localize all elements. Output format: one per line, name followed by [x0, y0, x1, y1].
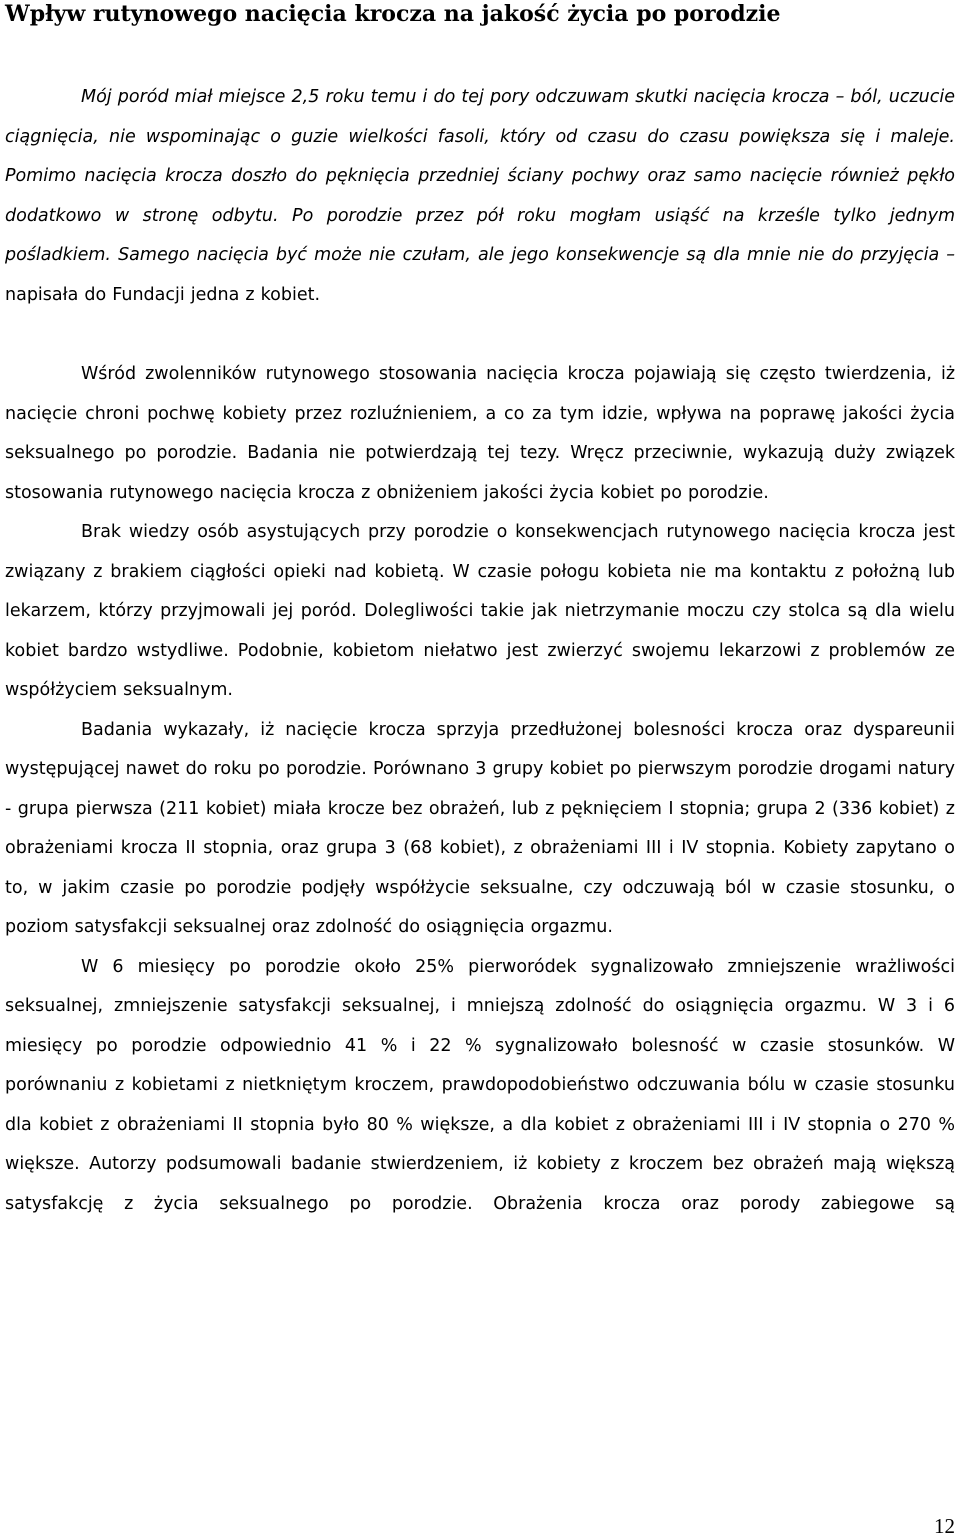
- quote-attribution: napisała do Fundacji jedna z kobiet.: [5, 284, 321, 305]
- paragraph-study-groups: Badania wykazały, iż nacięcie krocza sprzyja przedłużonej bolesności krocza oraz dyspareunii występującej nawet do roku po porodzie. Porównano 3 grupy kobiet po pierwszym porodzie drogami natury - grupa pierwsza (211 kobiet) miała krocze bez obrażeń, lub z pęknięciem I stopnia; grupa 2 (336 kobiet) z obrażeniami krocza II stopnia, oraz grupa 3 (68 kobiet), z obrażeniami III i IV stopnia. Kobiety zapytano o to, w jakim czasie po porodzie podjęły współżycie seksualne, czy odczuwają ból w czasie stosunku, o poziom satysfakcji seksualnej oraz zdolność do osiągnięcia orgazmu.: [5, 719, 955, 937]
- paragraph-continuity-of-care: Brak wiedzy osób asystujących przy porodzie o konsekwencjach rutynowego nacięcia krocza jest związany z brakiem ciągłości opieki nad kobietą. W czasie połogu kobieta nie ma kontaktu z położną lub lekarzem, którzy przyjmowali jej poród. Dolegliwości takie jak nietrzymanie moczu czy stolca są dla wielu kobiet bardzo wstydliwe. Podobnie, kobietom niełatwo jest zwierzyć swojemu lekarzowi z problemów ze współżyciem seksualnym.: [5, 522, 955, 700]
- paragraph-study-results: W 6 miesięcy po porodzie około 25% pierworódek sygnalizowało zmniejszenie wrażliwości seksualnej, zmniejszenie satysfakcji seksualnej, i mniejszą zdolność do osiągnięcia orgazmu. W 3 i 6 miesięcy po porodzie odpowiednio 41 % i 22 % sygnalizowało bolesność w czasie stosunków. W porównaniu z kobietami z nietkniętym kroczem, prawdopodobieństwo odczuwania bólu w czasie stosunku dla kobiet z obrażeniami II stopnia było 80 % większe, a dla kobiet z obrażeniami III i IV stopnia o 270 % większe. Autorzy podsumowali badanie stwierdzeniem, iż kobiety z kroczem bez obrażeń mają większą satysfakcję z życia seksualnego po porodzie. Obrażenia krocza oraz porody zabiegowe są: [5, 956, 955, 1214]
- page-number: 12: [934, 1514, 955, 1538]
- paragraph-supporters-claims: Wśród zwolenników rutynowego stosowania nacięcia krocza pojawiają się często twierdzenia, iż nacięcie chroni pochwę kobiety przez rozluźnieniem, a co za tym idzie, wpływa na poprawę jakości życia seksualnego po porodzie. Badania nie potwierdzają tej tezy. Wręcz przeciwnie, wykazują duży związek stosowania rutynowego nacięcia krocza z obniżeniem jakości życia kobiet po porodzie.: [5, 364, 955, 503]
- page-title: Wpływ rutynowego nacięcia krocza na jakość życia po porodzie: [5, 1, 781, 27]
- patient-quote: Mój poród miał miejsce 2,5 roku temu i do tej pory odczuwam skutki nacięcia krocza – ból, uczucie ciągnięcia, nie wspominając o guzie wielkości fasoli, który od czasu do czasu powiększa się i maleje. Pomimo nacięcia krocza doszło do pęknięcia przedniej ściany pochwy oraz samo nacięcie również pękło dodatkowo w stronę odbytu. Po porodzie przez pół roku mogłam usiąść na krześle tylko jednym pośladkiem. Samego nacięcia być może nie czułam, ale jego konsekwencje są dla mnie nie do przyjęcia –: [5, 87, 955, 265]
- paragraph-patient-quote: [5, 78, 955, 315]
- body-text: [5, 78, 955, 1224]
